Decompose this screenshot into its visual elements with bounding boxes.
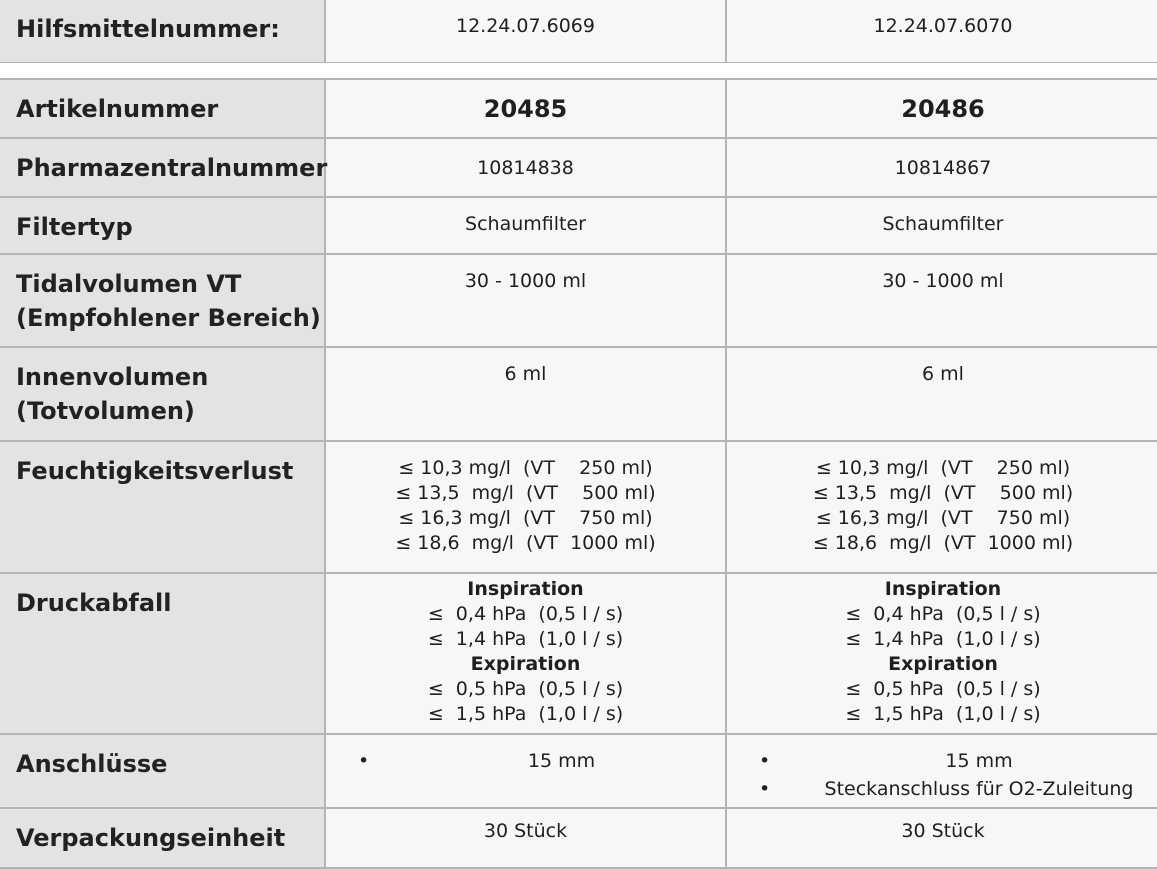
innen-col1: 6 ml [325, 347, 726, 441]
druck-label: Druckabfall [0, 573, 325, 734]
tidal-label-line1: Tidalvolumen VT [16, 270, 242, 298]
feucht-col1-line: ≤ 10,3 mg/l (VT 250 ml) [398, 457, 653, 479]
druck-col1-line: ≤ 1,4 hPa (1,0 l / s) [427, 628, 624, 650]
anschluss-col2 [726, 734, 1157, 808]
verpackung-label: Verpackungseinheit [0, 808, 325, 868]
hilfsmittel-row [0, 0, 1157, 63]
hilfsmittel-col1: 12.24.07.6069 [325, 0, 726, 63]
feucht-col2-line: ≤ 18,6 mg/l (VT 1000 ml) [812, 532, 1074, 554]
filter-col2: Schaumfilter [726, 197, 1157, 254]
table-row [0, 573, 1157, 734]
table-row [0, 254, 1157, 347]
druck-col2-line: ≤ 1,5 hPa (1,0 l / s) [845, 703, 1041, 725]
druck-col1-line: ≤ 0,5 hPa (0,5 l / s) [427, 678, 624, 700]
feucht-col2 [726, 441, 1157, 573]
list-item: • 15 mm [358, 749, 725, 774]
innen-label-line1: Innenvolumen [16, 363, 209, 391]
inspiration-heading: Inspiration [467, 578, 584, 600]
table-row [0, 734, 1157, 808]
list-item: • Steckanschluss für O2-Zuleitung [759, 777, 1157, 802]
druck-col2-line: ≤ 0,4 hPa (0,5 l / s) [845, 603, 1041, 625]
verpackung-col2: 30 Stück [726, 808, 1157, 868]
tidal-col2: 30 - 1000 ml [726, 254, 1157, 347]
innen-label [0, 347, 325, 441]
anschluss-col1 [325, 734, 726, 808]
list-item: • 15 mm [759, 749, 1157, 774]
druck-col2-line: ≤ 0,5 hPa (0,5 l / s) [845, 678, 1041, 700]
druck-col1-line: ≤ 1,5 hPa (1,0 l / s) [427, 703, 624, 725]
table-row [0, 79, 1157, 138]
separator-gap [0, 63, 1157, 78]
druck-col2-line: ≤ 1,4 hPa (1,0 l / s) [845, 628, 1041, 650]
spec-table [0, 78, 1157, 869]
feucht-col2-line: ≤ 10,3 mg/l (VT 250 ml) [815, 457, 1071, 479]
inspiration-heading: Inspiration [884, 578, 1002, 600]
feucht-col2-line: ≤ 16,3 mg/l (VT 750 ml) [815, 507, 1071, 529]
innen-label-line2: (Totvolumen) [16, 397, 195, 425]
expiration-heading: Expiration [888, 653, 998, 675]
tidal-col1: 30 - 1000 ml [325, 254, 726, 347]
anschluss-col2-list [759, 749, 1157, 802]
pzn-col2: 10814867 [726, 138, 1157, 197]
pzn-col1: 10814838 [325, 138, 726, 197]
feucht-col1 [325, 441, 726, 573]
filter-label: Filtertyp [0, 197, 325, 254]
feucht-label: Feuchtigkeitsverlust [0, 441, 325, 573]
table-row [0, 138, 1157, 197]
feucht-col1-line: ≤ 18,6 mg/l (VT 1000 ml) [395, 532, 656, 554]
artikel-col1: 20485 [325, 79, 726, 138]
druck-col1-line: ≤ 0,4 hPa (0,5 l / s) [427, 603, 624, 625]
hilfsmittel-table [0, 0, 1157, 64]
table-row [0, 441, 1157, 573]
hilfsmittel-col2: 12.24.07.6070 [726, 0, 1157, 63]
innen-col2: 6 ml [726, 347, 1157, 441]
druck-col2 [726, 573, 1157, 734]
feucht-col1-line: ≤ 16,3 mg/l (VT 750 ml) [398, 507, 653, 529]
table-row [0, 808, 1157, 868]
feucht-col2-line: ≤ 13,5 mg/l (VT 500 ml) [812, 482, 1074, 504]
table-row [0, 347, 1157, 441]
tidal-label-line2: (Empfohlener Bereich) [16, 304, 321, 332]
artikel-label: Artikelnummer [0, 79, 325, 138]
druck-col1 [325, 573, 726, 734]
artikel-col2: 20486 [726, 79, 1157, 138]
anschluss-col1-list [358, 749, 725, 774]
feucht-col1-line: ≤ 13,5 mg/l (VT 500 ml) [395, 482, 656, 504]
tidal-label [0, 254, 325, 347]
pzn-label: Pharmazentralnummer [0, 138, 325, 197]
verpackung-col1: 30 Stück [325, 808, 726, 868]
anschluss-label: Anschlüsse [0, 734, 325, 808]
expiration-heading: Expiration [470, 653, 581, 675]
hilfsmittel-label: Hilfsmittelnummer: [0, 0, 325, 63]
filter-col1: Schaumfilter [325, 197, 726, 254]
table-row [0, 197, 1157, 254]
